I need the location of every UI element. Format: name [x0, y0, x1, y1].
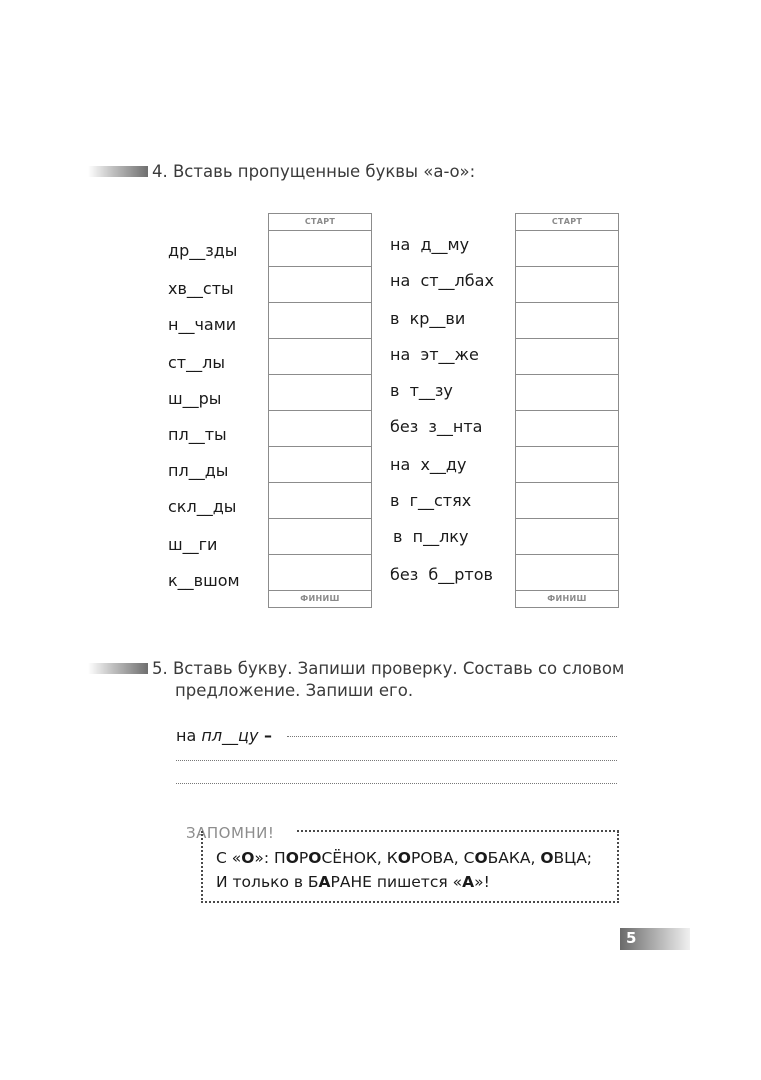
answer-cell[interactable]: [269, 554, 371, 590]
answer-cell[interactable]: [516, 230, 618, 266]
answer-cell[interactable]: [516, 374, 618, 410]
answer-cell[interactable]: [516, 554, 618, 590]
right-answer-track: [515, 213, 619, 608]
list-item: др__зды: [168, 241, 238, 260]
answer-cell[interactable]: [516, 482, 618, 518]
remember-line-1: [216, 849, 592, 867]
answer-line[interactable]: [287, 736, 617, 737]
answer-cell[interactable]: [269, 518, 371, 554]
text-part: РОВА, С: [410, 849, 475, 867]
list-item: к__вшом: [168, 571, 240, 590]
list-item: на д__му: [390, 235, 470, 254]
answer-line[interactable]: [176, 783, 617, 784]
task5-prompt: [176, 726, 272, 745]
bold-letter: А: [462, 873, 475, 891]
page-number: 5: [626, 929, 637, 947]
task4-title: 4. Вставь пропущенные буквы «а-о»:: [152, 162, 476, 181]
list-item: пл__ды: [168, 461, 229, 480]
list-item: ш__ры: [168, 389, 222, 408]
list-item: скл__ды: [168, 497, 237, 516]
text-part: ВЦА;: [553, 849, 593, 867]
list-item: на ст__лбах: [390, 271, 494, 290]
answer-cell[interactable]: [269, 482, 371, 518]
list-item: в п__лку: [393, 527, 469, 546]
text-part: РАНЕ пишется «: [330, 873, 463, 891]
answer-cell[interactable]: [516, 266, 618, 302]
answer-cell[interactable]: [516, 410, 618, 446]
bold-letter: О: [540, 849, 554, 867]
start-label: СТАРТ: [551, 217, 583, 226]
start-label: СТАРТ: [304, 217, 336, 226]
task5-marker-bar: [88, 663, 148, 674]
prompt-word: пл__цу: [201, 726, 259, 745]
list-item: ш__ги: [168, 535, 218, 554]
prompt-prefix: на: [176, 726, 202, 745]
list-item: ст__лы: [168, 353, 225, 372]
list-item: в т__зу: [390, 381, 453, 400]
answer-cell[interactable]: [516, 446, 618, 482]
bold-letter: О: [474, 849, 488, 867]
remember-title: ЗАПОМНИ!: [186, 824, 275, 842]
list-item: в г__стях: [390, 491, 472, 510]
finish-label: ФИНИШ: [269, 590, 371, 607]
answer-line[interactable]: [176, 760, 617, 761]
answer-cell[interactable]: [516, 338, 618, 374]
prompt-dash: –: [258, 726, 272, 745]
bold-letter: О: [308, 849, 322, 867]
answer-cell[interactable]: [269, 302, 371, 338]
text-part: И только в Б: [216, 873, 319, 891]
page-number-tab: [620, 928, 690, 950]
list-item: без б__ртов: [390, 565, 493, 584]
bold-letter: О: [285, 849, 299, 867]
bold-letter: А: [318, 873, 331, 891]
task5-title-line1: 5. Вставь букву. Запиши проверку. Составь со словом: [152, 659, 625, 678]
list-item: на эт__же: [390, 345, 479, 364]
task5-title-line2: предложение. Запиши его.: [175, 681, 414, 700]
remember-line-2: [216, 873, 490, 891]
list-item: хв__сты: [168, 279, 234, 298]
answer-cell[interactable]: [269, 338, 371, 374]
text-part: »!: [474, 873, 490, 891]
remember-box: [201, 831, 619, 903]
text-part: С «: [216, 849, 242, 867]
left-answer-track: [268, 213, 372, 608]
text-part: Р: [298, 849, 309, 867]
list-item: без з__нта: [390, 417, 483, 436]
list-item: в кр__ви: [390, 309, 466, 328]
bold-letter: О: [397, 849, 411, 867]
bold-letter: О: [241, 849, 255, 867]
answer-cell[interactable]: [269, 410, 371, 446]
answer-cell[interactable]: [269, 230, 371, 266]
task4-marker-bar: [88, 166, 148, 177]
list-item: на х__ду: [390, 455, 467, 474]
text-part: »: П: [254, 849, 286, 867]
list-item: пл__ты: [168, 425, 227, 444]
text-part: БАКА,: [487, 849, 541, 867]
answer-cell[interactable]: [269, 266, 371, 302]
answer-cell[interactable]: [516, 518, 618, 554]
list-item: н__чами: [168, 315, 237, 334]
answer-cell[interactable]: [269, 446, 371, 482]
text-part: СЁНОК, К: [321, 849, 398, 867]
answer-cell[interactable]: [269, 374, 371, 410]
answer-cell[interactable]: [516, 302, 618, 338]
finish-label: ФИНИШ: [516, 590, 618, 607]
